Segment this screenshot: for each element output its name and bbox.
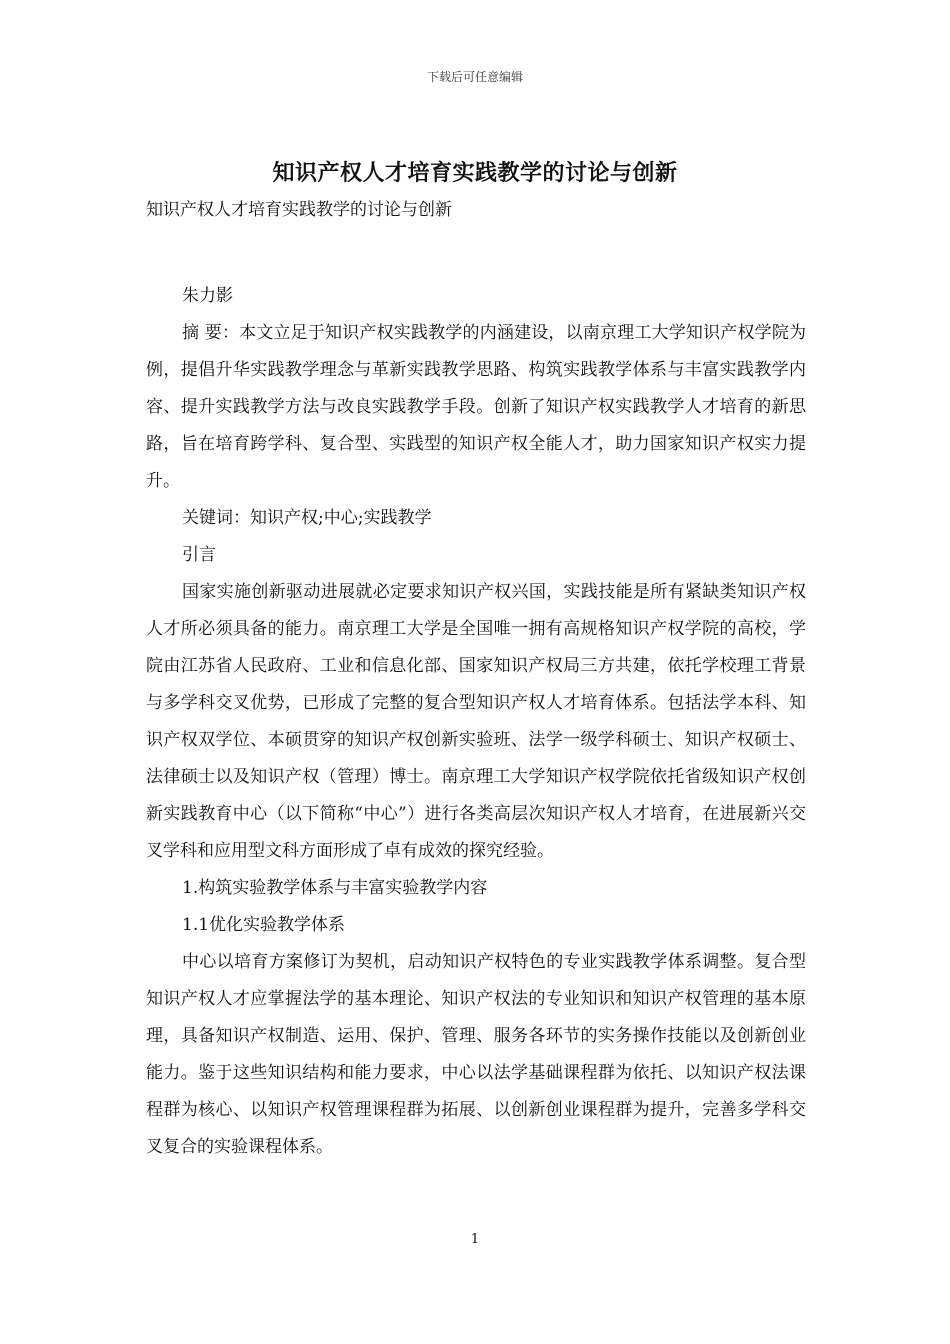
section-1-heading: 1.构筑实验教学体系与丰富实验教学内容 [182, 878, 488, 898]
intro-heading: 引言 [182, 545, 216, 565]
document-title: 知识产权人才培育实践教学的讨论与创新 [272, 160, 678, 186]
author-name: 朱力影 [182, 286, 233, 306]
header-note: 下载后可任意编辑 [426, 70, 523, 84]
document-body [146, 192, 806, 1166]
page-number: 1 [470, 1232, 480, 1247]
intro-paragraph: 国家实施创新驱动进展就必定要求知识产权兴国，实践技能是所有紧缺类知识产权人才所必须具备的能力。南京理工大学是全国唯一拥有高规格知识产权学院的高校，学院由江苏省人民政府、工业和信息化部、国家知识产权局三方共建，依托学校理工背景与多学科交叉优势，已形成了完整的复合型知识产权人才培育体系。包括法学本科、知识产权双学位、本硕贯穿的知识产权创新实验班、法学一级学科硕士、知识产权硕士、法律硕士以及知识产权（管理）博士。南京理工大学知识产权学院依托省级知识产权创新实践教育中心（以下简称“中心”）进行各类高层次知识产权人才培育，在进展新兴交叉学科和应用型文科方面形成了卓有成效的探究经验。 [146, 582, 806, 861]
subtitle: 知识产权人才培育实践教学的讨论与创新 [146, 200, 452, 220]
abstract-paragraph: 摘 要：本文立足于知识产权实践教学的内涵建设，以南京理工大学知识产权学院为例，提倡升华实践教学理念与革新实践教学思路、构筑实践教学体系与丰富实践教学内容、提升实践教学方法与改良实践教学手段。创新了知识产权实践教学人才培育的新思路，旨在培育跨学科、复合型、实践型的知识产权全能人才，助力国家知识产权实力提升。 [146, 323, 806, 491]
section-1-1-paragraph: 中心以培育方案修订为契机，启动知识产权特色的专业实践教学体系调整。复合型知识产权人才应掌握法学的基本理论、知识产权法的专业知识和知识产权管理的基本原理，具备知识产权制造、运用、保护、管理、服务各环节的实务操作技能以及创新创业能力。鉴于这些知识结构和能力要求，中心以法学基础课程群为依托、以知识产权法课程群为核心、以知识产权管理课程群为拓展、以创新创业课程群为提升，完善多学科交叉复合的实验课程体系。 [146, 952, 806, 1157]
keywords-line: 关键词：知识产权;中心;实践教学 [182, 508, 432, 528]
section-1-1-heading: 1.1优化实验教学体系 [182, 915, 346, 935]
spacer [146, 229, 806, 278]
